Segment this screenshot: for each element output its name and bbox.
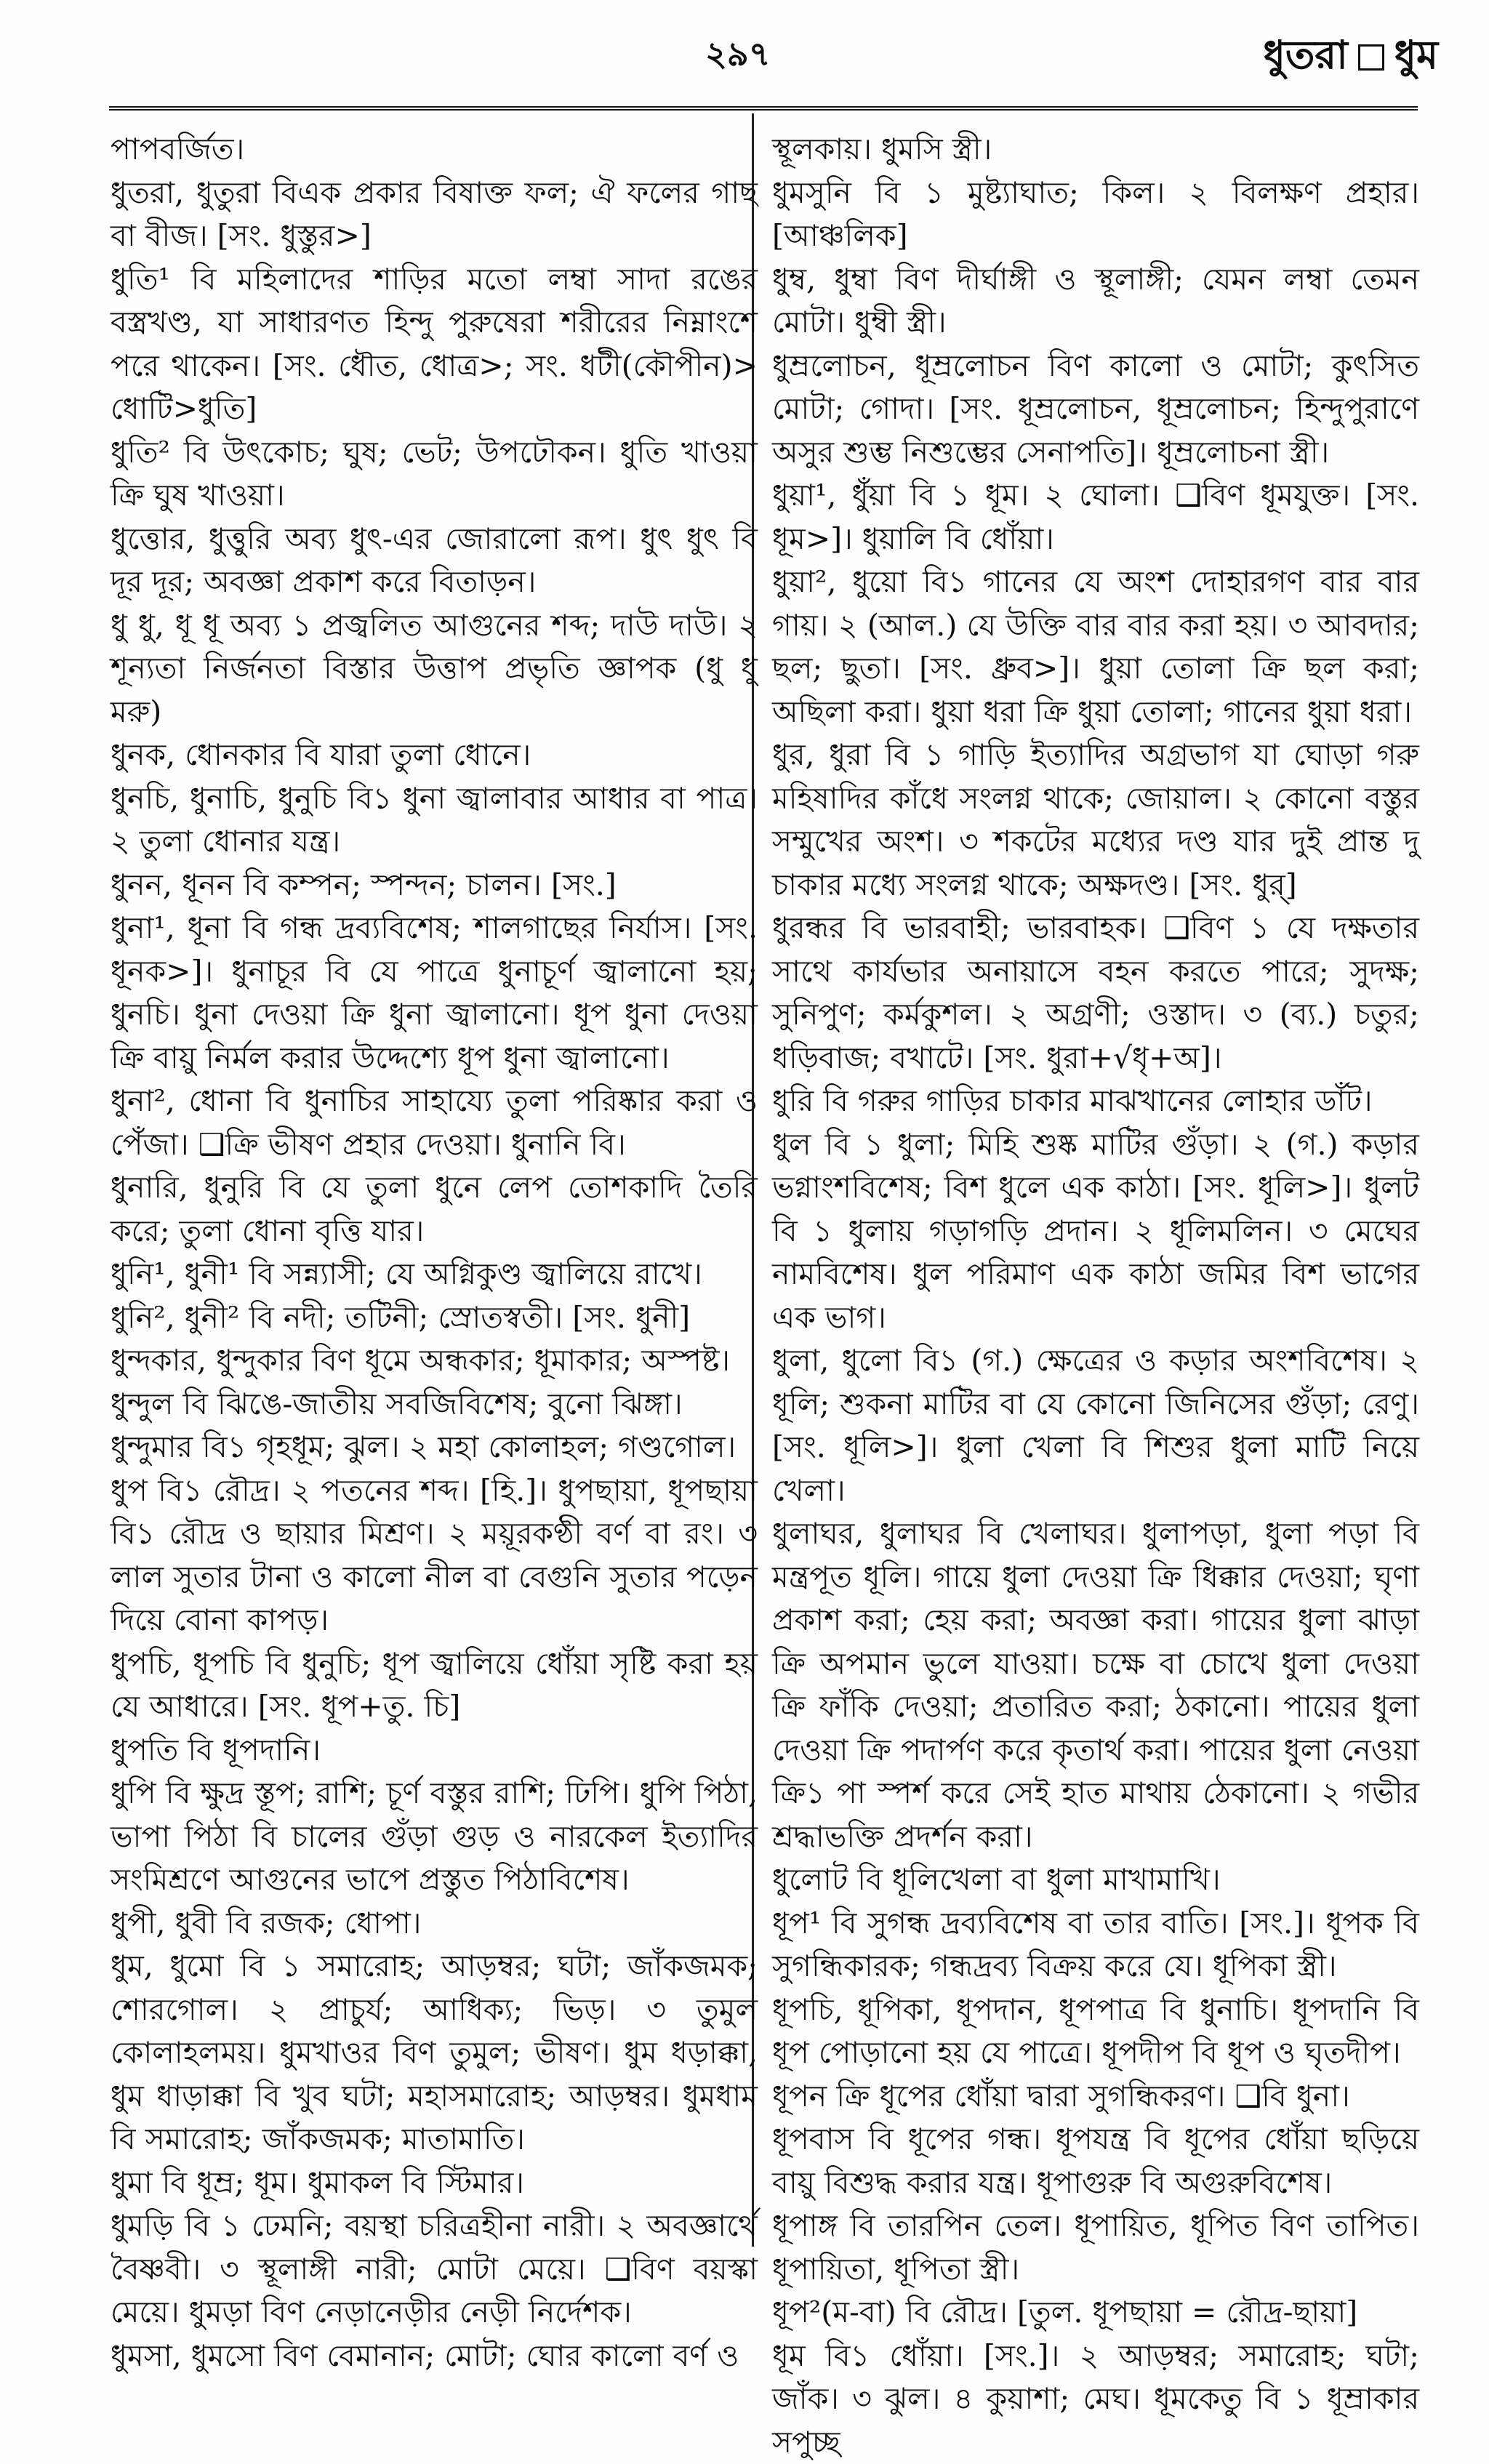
entry: ধুমড়ি বি ১ ঢেমনি; বয়স্থা চরিত্রহীনা নারী। ২ অবজ্ঞার্থে বৈষ্ণবী। ৩ স্থূলাঙ্গী নারী; মোটা মেয়ে। ❑বিণ বয়স্কা মেয়ে। ধুমড়া বিণ নেড়ানেড়ীর নেড়ী নির্দেশক। (111, 2204, 758, 2335)
entry: ধুম্ব, ধুম্বা বিণ দীর্ঘাঙ্গী ও স্থূলাঙ্গী; যেমন লম্বা তেমন মোটা। ধুম্বী স্ত্রী। (772, 258, 1419, 345)
entry: ধুমসুনি বি ১ মুষ্ট্যাঘাত; কিল। ২ বিলক্ষণ প্রহার। [আঞ্চলিক] (772, 172, 1419, 258)
entry: ধুনি¹, ধুনী¹ বি সন্ন্যাসী; যে অগ্নিকুণ্ড জ্বালিয়ে রাখে। (111, 1253, 758, 1296)
entry: ধুত্তোর, ধুত্তুরি অব্য ধুৎ-এর জোরালো রূপ। ধুৎ ধুৎ বি দূর দূর; অবজ্ঞা প্রকাশ করে বিতাড়ন। (111, 518, 758, 604)
entry: ধুম্রলোচন, ধূম্রলোচন বিণ কালো ও মোটা; কুৎসিত মোটা; গোদা। [সং. ধূম্রলোচন, ধূম্রলোচন; হিন্দুপুরাণে অসুর শুম্ভ নিশুম্ভের সেনাপতি]। ধূম্রলোচনা স্ত্রী। (772, 345, 1419, 475)
entry: ধূপবাস বি ধূপের গন্ধ। ধূপযন্ত্র বি ধূপের ধোঁয়া ছড়িয়ে বায়ু বিশুদ্ধ করার যন্ত্র। ধূপাগুরু বি অগুরুবিশেষ। (772, 2118, 1419, 2204)
entry: ধুতি² বি উৎকোচ; ঘুষ; ভেট; উপঢৌকন। ধুতি খাওয়া ক্রি ঘুষ খাওয়া। (111, 431, 758, 518)
entry: ধুল বি ১ ধুলা; মিহি শুষ্ক মাটির গুঁড়া। ২ (গ.) কড়ার ভগ্নাংশবিশেষ; বিশ ধুলে এক কাঠা। [সং. ধূলি>]। ধুলট বি ১ ধুলায় গড়াগড়ি প্রদান। ২ ধূলিমলিন। ৩ মেঘের নামবিশেষ। ধুল পরিমাণ এক কাঠা জমির বিশ ভাগের এক ভাগ। (772, 1123, 1419, 1340)
left-column (111, 128, 758, 2236)
entry: ধুতি¹ বি মহিলাদের শাড়ির মতো লম্বা সাদা রঙের বস্ত্রখণ্ড, যা সাধারণত হিন্দু পুরুষেরা শরীরের নিম্নাংশে পরে থাকেন। [সং. ধৌত, ধোত্র>; সং. ধটী(কৌপীন)> ধোটি>ধুতি] (111, 258, 758, 431)
guide-word-first: ধুতরা (1264, 25, 1348, 90)
entry: ধুরন্ধর বি ভারবাহী; ভারবাহক। ❑বিণ ১ যে দক্ষতার সাথে কার্যভার অনায়াসে বহন করতে পারে; সুদক্ষ; সুনিপুণ; কর্মকুশল। ২ অগ্রণী; ওস্তাদ। ৩ (ব্য.) চতুর; ধড়িবাজ; বখাটে। [সং. ধুরা+√ধৃ+অ]। (772, 907, 1419, 1080)
entry: ধুমসা, ধুমসো বিণ বেমানান; মোটা; ঘোর কালো বর্ণ ও (111, 2335, 758, 2378)
entry: ধুপী, ধুবী বি রজক; ধোপা। (111, 1902, 758, 1946)
entry: ধুলা, ধুলো বি১ (গ.) ক্ষেত্রের ও কড়ার অংশবিশেষ। ২ ধূলি; শুকনা মাটির বা যে কোনো জিনিসের গুঁড়া; রেণু। [সং. ধূলি>]। ধুলা খেলা বি শিশুর ধুলা মাটি নিয়ে খেলা। (772, 1339, 1419, 1512)
entry: ধুলাঘর, ধুলাঘর বি খেলাঘর। ধুলাপড়া, ধুলা পড়া বি মন্ত্রপূত ধূলি। গায়ে ধুলা দেওয়া ক্রি ধিক্কার দেওয়া; ঘৃণা প্রকাশ করা; হেয় করা; অবজ্ঞা করা। গায়ের ধুলা ঝাড়া ক্রি অপমান ভুলে যাওয়া। চক্ষে বা চোখে ধুলা দেওয়া ক্রি ফাঁকি দেওয়া; প্রতারিত করা; ঠকানো। পায়ের ধুলা দেওয়া ক্রি পদার্পণ করে কৃতার্থ করা। পায়ের ধুলা নেওয়া ক্রি১ পা স্পর্শ করে সেই হাত মাথায় ঠেকানো। ২ গভীর শ্রদ্ধাভক্তি প্রদর্শন করা। (772, 1512, 1419, 1858)
entry: ধুপি বি ক্ষুদ্র স্তূপ; রাশি; চূর্ণ বস্তুর রাশি; ঢিপি। ধুপি পিঠা, ভাপা পিঠা বি চালের গুঁড়া গুড় ও নারকেল ইত্যাদির সংমিশ্রণে আগুনের ভাপে প্রস্তুত পিঠাবিশেষ। (111, 1772, 758, 1902)
entry: ধুয়া¹, ধুঁয়া বি ১ ধূম। ২ ঘোলা। ❑বিণ ধূমযুক্ত। [সং. ধূম>]। ধুয়ালি বি ধোঁয়া। (772, 474, 1419, 561)
entry: ধুন্দুমার বি১ গৃহধূম; ঝুল। ২ মহা কোলাহল; গণ্ডগোল। (111, 1426, 758, 1469)
entry: ধুরি বি গরুর গাড়ির চাকার মাঝখানের লোহার ডাঁট। (772, 1080, 1419, 1123)
entry: ধুলোট বি ধূলিখেলা বা ধুলা মাখামাখি। (772, 1858, 1419, 1902)
separator-box-icon (1358, 44, 1384, 71)
entry: ধূপ²(ম-বা) বি রৌদ্র। [তুল. ধূপছায়া = রৌদ্র-ছায়া] (772, 2291, 1419, 2335)
entry: ধুনক, ধোনকার বি যারা তুলা ধোনে। (111, 734, 758, 777)
entry: ধুমা বি ধূম্র; ধূম। ধুমাকল বি স্টিমার। (111, 2162, 758, 2205)
entry: পাপবর্জিত। (111, 128, 758, 172)
entry: ধুনচি, ধুনাচি, ধুনুচি বি১ ধুনা জ্বালাবার আধার বা পাত্র। ২ তুলা ধোনার যন্ত্র। (111, 777, 758, 864)
entry: ধুর, ধুরা বি ১ গাড়ি ইত্যাদির অগ্রভাগ যা ঘোড়া গরু মহিষাদির কাঁধে সংলগ্ন থাকে; জোয়াল। ২ কোনো বস্তুর সম্মুখের অংশ। ৩ শকটের মধ্যের দণ্ড যার দুই প্রান্ত দু চাকার মধ্যে সংলগ্ন থাকে; অক্ষদণ্ড। [সং. ধুর্] (772, 734, 1419, 907)
entry: ধুনা¹, ধূনা বি গন্ধ দ্রব্যবিশেষ; শালগাছের নির্যাস। [সং. ধূনক>]। ধুনাচূর বি যে পাত্রে ধুনাচূর্ণ জ্বালানো হয়; ধুনচি। ধুনা দেওয়া ক্রি ধুনা জ্বালানো। ধূপ ধুনা দেওয়া ক্রি বায়ু নির্মল করার উদ্দেশ্যে ধূপ ধুনা জ্বালানো। (111, 907, 758, 1080)
entry: ধু ধু, ধূ ধূ অব্য ১ প্রজ্বলিত আগুনের শব্দ; দাউ দাউ। ২ শূন্যতা নির্জনতা বিস্তার উত্তাপ প্রভৃতি জ্ঞাপক (ধু ধু মরু) (111, 604, 758, 734)
entry: ধুতরা, ধুতুরা বিএক প্রকার বিষাক্ত ফল; ঐ ফলের গাছ বা বীজ। [সং. ধুস্তুর>] (111, 172, 758, 258)
entry: ধুপচি, ধূপচি বি ধুনুচি; ধূপ জ্বালিয়ে ধোঁয়া সৃষ্টি করা হয় যে আধারে। [সং. ধূপ+তু. চি] (111, 1642, 758, 1729)
entry: স্থূলকায়। ধুমসি স্ত্রী। (772, 128, 1419, 172)
entry: ধুনন, ধূনন বি কম্পন; স্পন্দন; চালন। [সং.] (111, 864, 758, 907)
entry: ধুম, ধুমো বি ১ সমারোহ; আড়ম্বর; ঘটা; জাঁকজমক; শোরগোল। ২ প্রাচুর্য; আধিক্য; ভিড়। ৩ তুমুল কোলাহলময়। ধুমখাওর বিণ তুমুল; ভীষণ। ধুম ধড়াক্কা, ধুম ধাড়াক্কা বি খুব ঘটা; মহাসমারোহ; আড়ম্বর। ধুমধাম বি সমারোহ; জাঁকজমক; মাতামাতি। (111, 1945, 758, 2162)
entry: ধুনা², ধোনা বি ধুনাচির সাহায্যে তুলা পরিষ্কার করা ও পেঁজা। ❑ক্রি ভীষণ প্রহার দেওয়া। ধুনানি বি। (111, 1080, 758, 1166)
entry: ধুপ বি১ রৌদ্র। ২ পতনের শব্দ। [হি.]। ধুপছায়া, ধূপছায়া বি১ রৌদ্র ও ছায়ার মিশ্রণ। ২ ময়ূরকণ্ঠী বর্ণ বা রং। ৩ লাল সুতার টানা ও কালো নীল বা বেগুনি সুতার পড়েন দিয়ে বোনা কাপড়। (111, 1469, 758, 1642)
entry: ধূপাঙ্গ বি তারপিন তেল। ধূপায়িত, ধূপিত বিণ তাপিত। ধূপায়িতা, ধূপিতা স্ত্রী। (772, 2204, 1419, 2291)
entry: ধুয়া², ধুয়ো বি১ গানের যে অংশ দোহারগণ বার বার গায়। ২ (আল.) যে উক্তি বার বার করা হয়। ৩ আবদার; ছল; ছুতা। [সং. ধ্রুব>]। ধুয়া তোলা ক্রি ছল করা; অছিলা করা। ধুয়া ধরা ক্রি ধুয়া তোলা; গানের ধুয়া ধরা। (772, 561, 1419, 734)
entry: ধুপতি বি ধূপদানি। (111, 1729, 758, 1773)
entry: ধুনি², ধুনী² বি নদী; তটিনী; স্রোতস্বতী। [সং. ধুনী] (111, 1296, 758, 1340)
guide-word-last: ধুম (1394, 25, 1438, 90)
entry: ধূপ¹ বি সুগন্ধ দ্রব্যবিশেষ বা তার বাতি। [সং.]। ধূপক বি সুগন্ধিকারক; গন্ধদ্রব্য বিক্রয় করে যে। ধূপিকা স্ত্রী। (772, 1902, 1419, 1989)
guide-words (1264, 25, 1438, 90)
entry: ধূপচি, ধূপিকা, ধূপদান, ধূপপাত্র বি ধুনাচি। ধূপদানি বি ধূপ পোড়ানো হয় যে পাত্রে। ধূপদীপ বি ধূপ ও ঘৃতদীপ। (772, 1989, 1419, 2075)
entry: ধূপন ক্রি ধূপের ধোঁয়া দ্বারা সুগন্ধিকরণ। ❑বি ধুনা। (772, 2075, 1419, 2119)
page-number: ২৯৭ (705, 29, 771, 84)
right-column (772, 128, 1419, 2236)
entry: ধুনারি, ধুনুরি বি যে তুলা ধুনে লেপ তোশকাদি তৈরি করে; তুলা ধোনা বৃত্তি যার। (111, 1166, 758, 1253)
entry: ধুন্দকার, ধুন্দুকার বিণ ধূমে অন্ধকার; ধূমাকার; অস্পষ্ট। (111, 1339, 758, 1383)
entry: ধূম বি১ ধোঁয়া। [সং.]। ২ আড়ম্বর; সমারোহ; ঘটা; জাঁক। ৩ ঝুল। ৪ কুয়াশা; মেঘ। ধূমকেতু বি ১ ধূম্রাকার সপুচ্ছ (772, 2335, 1419, 2464)
entry: ধুন্দুল বি ঝিঙে-জাতীয় সবজিবিশেষ; বুনো ঝিঙ্গা। (111, 1383, 758, 1426)
header-rule (109, 106, 1418, 111)
page-header (0, 0, 1489, 102)
